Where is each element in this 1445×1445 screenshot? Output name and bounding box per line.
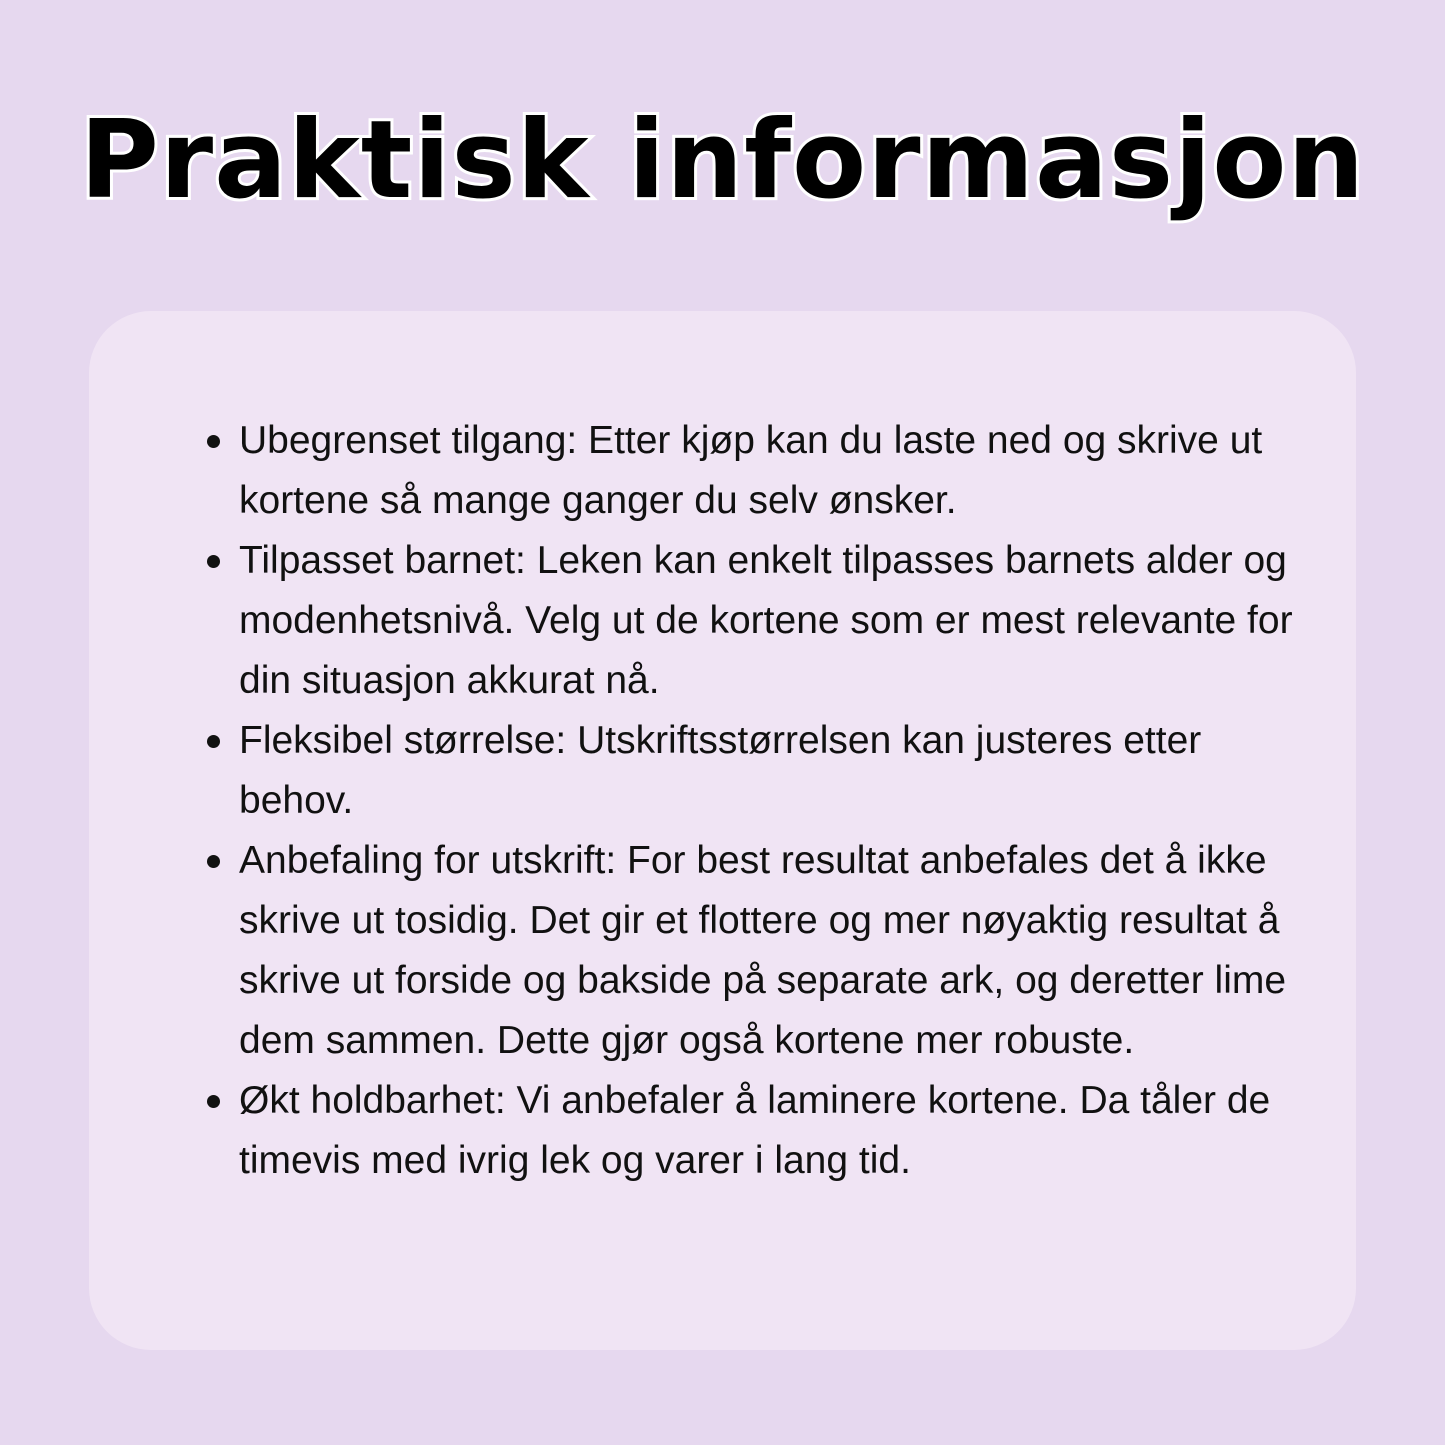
list-item	[239, 411, 1299, 531]
info-list	[239, 411, 1299, 1191]
info-card	[89, 311, 1356, 1350]
page-title: Praktisk informasjon	[79, 98, 1366, 223]
list-item-text: Økt holdbarhet: Vi anbefaler å laminere kortene. Da tåler de timevis med ivrig lek og varer i lang tid.	[239, 1079, 1271, 1182]
bullet-icon	[207, 1095, 220, 1108]
list-item	[239, 831, 1299, 1071]
list-item-text: Tilpasset barnet: Leken kan enkelt tilpasses barnets alder og modenhetsnivå. Velg ut de kortene som er mest relevante for din situasjon akkurat nå.	[239, 539, 1293, 702]
list-item-text: Ubegrenset tilgang: Etter kjøp kan du laste ned og skrive ut kortene så mange ganger du selv ønsker.	[239, 419, 1263, 522]
list-item	[239, 1071, 1299, 1191]
list-item-text: Fleksibel størrelse: Utskriftsstørrelsen kan justeres etter behov.	[239, 719, 1202, 822]
bullet-icon	[207, 855, 220, 868]
list-item-text: Anbefaling for utskrift: For best resultat anbefales det å ikke skrive ut tosidig. Det gir et flottere og mer nøyaktig resultat å skrive ut forside og bakside på separate ark, og deretter lime dem sammen. Dette gjør også kortene mer robuste.	[239, 839, 1287, 1062]
bullet-icon	[207, 555, 220, 568]
list-item	[239, 711, 1299, 831]
list-item	[239, 531, 1299, 711]
bullet-icon	[207, 735, 220, 748]
bullet-icon	[207, 435, 220, 448]
